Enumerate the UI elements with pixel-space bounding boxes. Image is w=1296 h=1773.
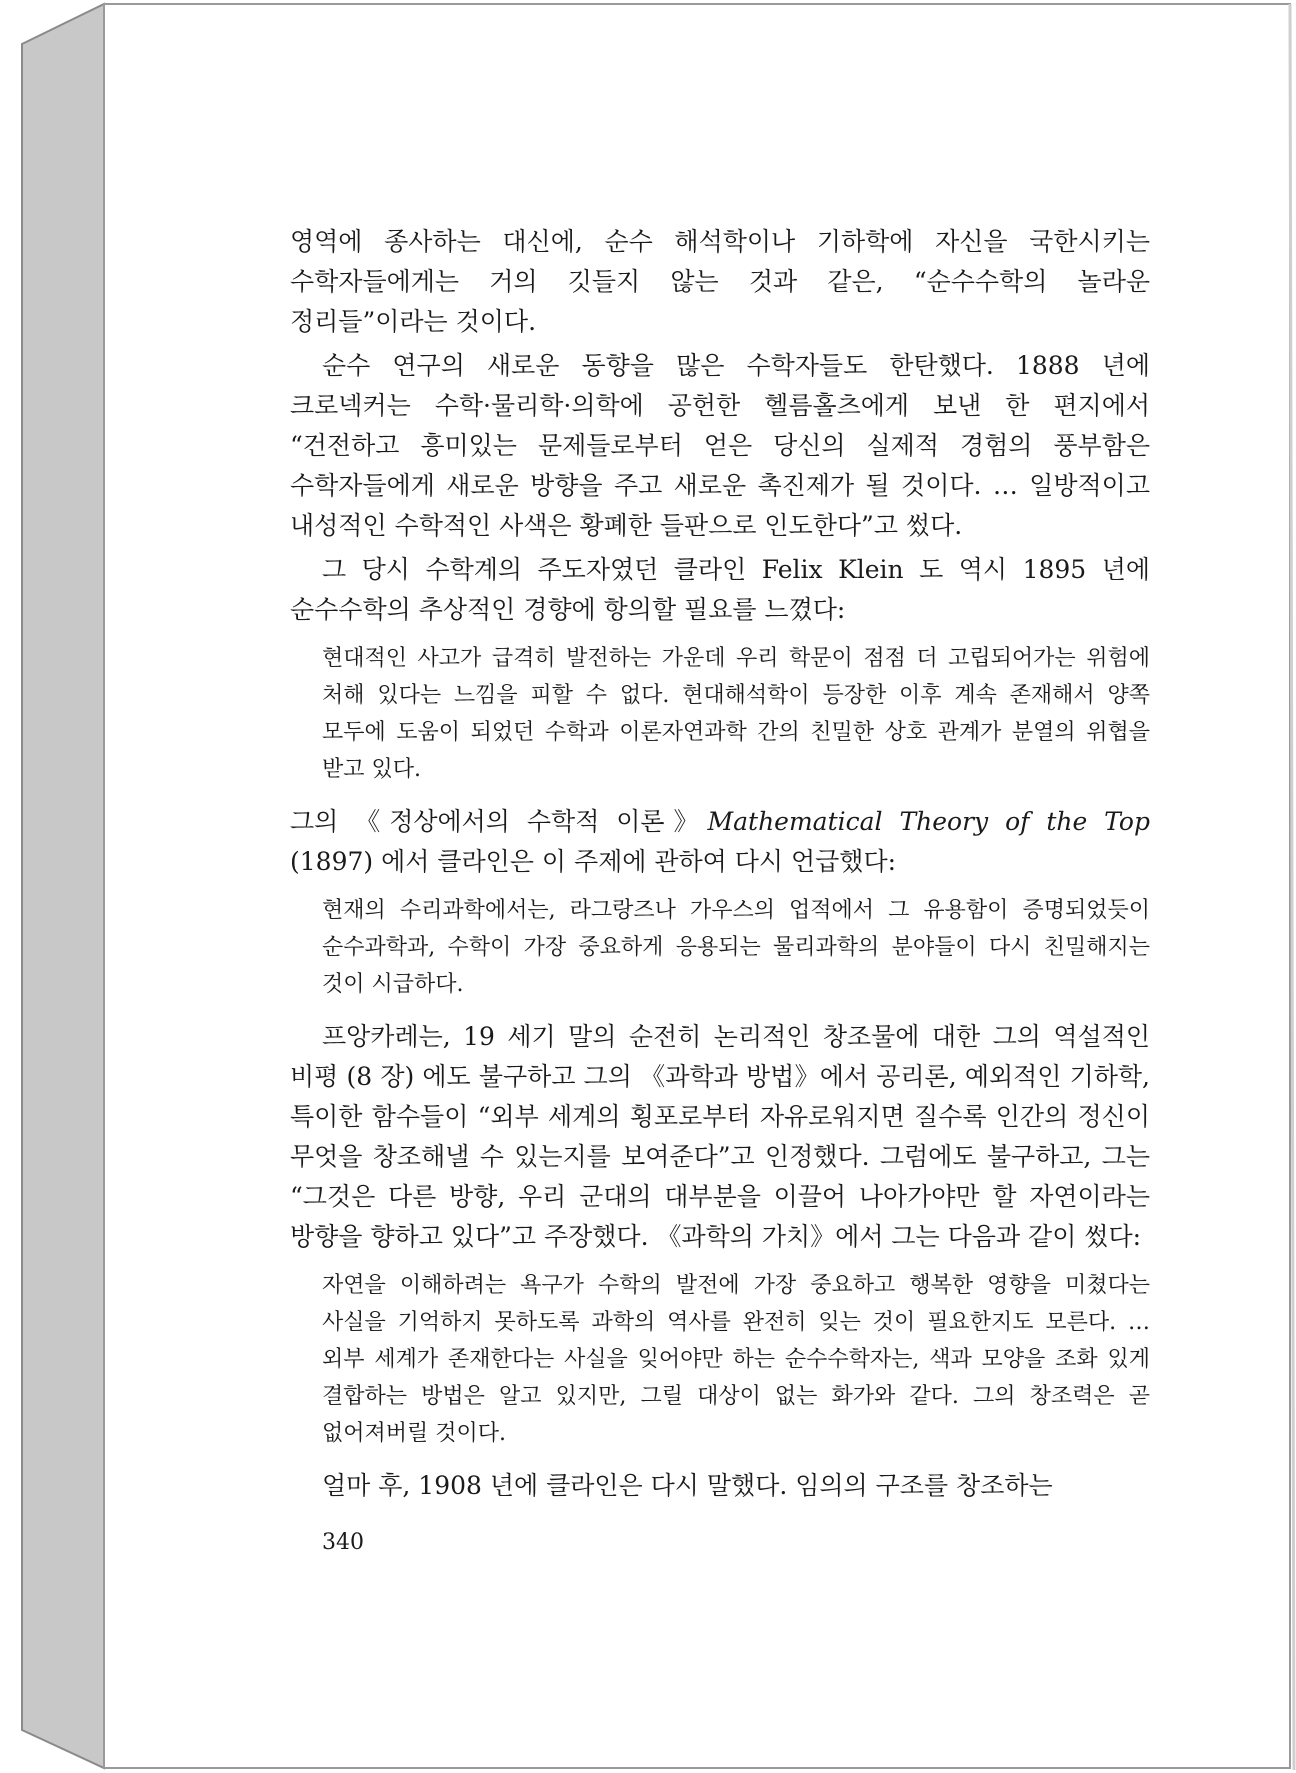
page-number: 340 — [322, 1530, 364, 1555]
block-quote-1: 현대적인 사고가 급격히 발전하는 가운데 우리 학문이 점점 더 고립되어가는 위험에 처해 있다는 느낌을 피할 수 없다. 현대해석학이 등장한 이후 계속 존재해서 양쪽 모두에 도움이 되었던 수학과 이론자연과학 간의 친밀한 상호 관계가 분열의 위협을 받고 있다. — [322, 646, 1150, 782]
paragraph-4 — [290, 802, 1150, 882]
paragraph-3: 그 당시 수학계의 주도자였던 클라인 Felix Klein 도 역시 1895 년에 순수수학의 추상적인 경향에 항의할 필요를 느꼈다: — [290, 555, 1150, 624]
paragraph-4-pre: 그의 《정상에서의 수학적 이론》 — [290, 807, 708, 836]
block-quote-3: 자연을 이해하려는 욕구가 수학의 발전에 가장 중요하고 행복한 영향을 미쳤다는 사실을 기억하지 못하도록 과학의 역사를 완전히 잊는 것이 필요한지도 모른다. … 외부 세계가 존재한다는 사실을 잊어야만 하는 순수수학자는, 색과 모양을 조화 있게 결합하는 방법은 알고 있지만, 그릴 대상이 없는 화가와 같다. 그의 창조력은 곧 없어져버릴 것이다. — [322, 1273, 1150, 1446]
paragraph-4-post: (1897) 에서 클라인은 이 주제에 관하여 다시 언급했다: — [290, 847, 897, 876]
page-body — [290, 222, 1150, 1510]
block-quote-2: 현재의 수리과학에서는, 라그랑즈나 가우스의 업적에서 그 유용함이 증명되었듯이 순수과학과, 수학이 가장 중요하게 응용되는 물리과학의 분야들이 다시 친밀해지는 것이 시급하다. — [322, 898, 1150, 997]
paragraph-1: 영역에 종사하는 대신에, 순수 해석학이나 기하학에 자신을 국한시키는 수학자들에게는 거의 깃들지 않는 것과 같은, “순수수학의 놀라운 정리들”이라는 것이다. — [290, 227, 1150, 336]
paragraph-2: 순수 연구의 새로운 동향을 많은 수학자들도 한탄했다. 1888 년에 크로넥커는 수학·물리학·의학에 공헌한 헬름홀츠에게 보낸 한 편지에서 “건전하고 흥미있는 문제들로부터 얻은 당신의 실제적 경험의 풍부함은 수학자들에게 새로운 방향을 주고 새로운 촉진제가 될 것이다. … 일방적이고 내성적인 수학적인 사색은 황폐한 들판으로 인도한다”고 썼다. — [290, 351, 1150, 540]
paragraph-6: 얼마 후, 1908 년에 클라인은 다시 말했다. 임의의 구조를 창조하는 — [322, 1471, 1053, 1500]
paragraph-5: 프앙카레는, 19 세기 말의 순전히 논리적인 창조물에 대한 그의 역설적인 비평 (8 장) 에도 불구하고 그의 《과학과 방법》에서 공리론, 예외적인 기하학, 특이한 함수들이 “외부 세계의 횡포로부터 자유로워지면 질수록 인간의 정신이 무엇을 창조해낼 수 있는지를 보여준다”고 인정했다. 그럼에도 불구하고, 그는 “그것은 다른 방향, 우리 군대의 대부분을 이끌어 나아가야만 할 자연이라는 방향을 향하고 있다”고 주장했다. 《과학의 가치》에서 그는 다음과 같이 썼다: — [290, 1022, 1150, 1251]
paragraph-4-title: Mathematical Theory of the Top — [707, 807, 1150, 836]
